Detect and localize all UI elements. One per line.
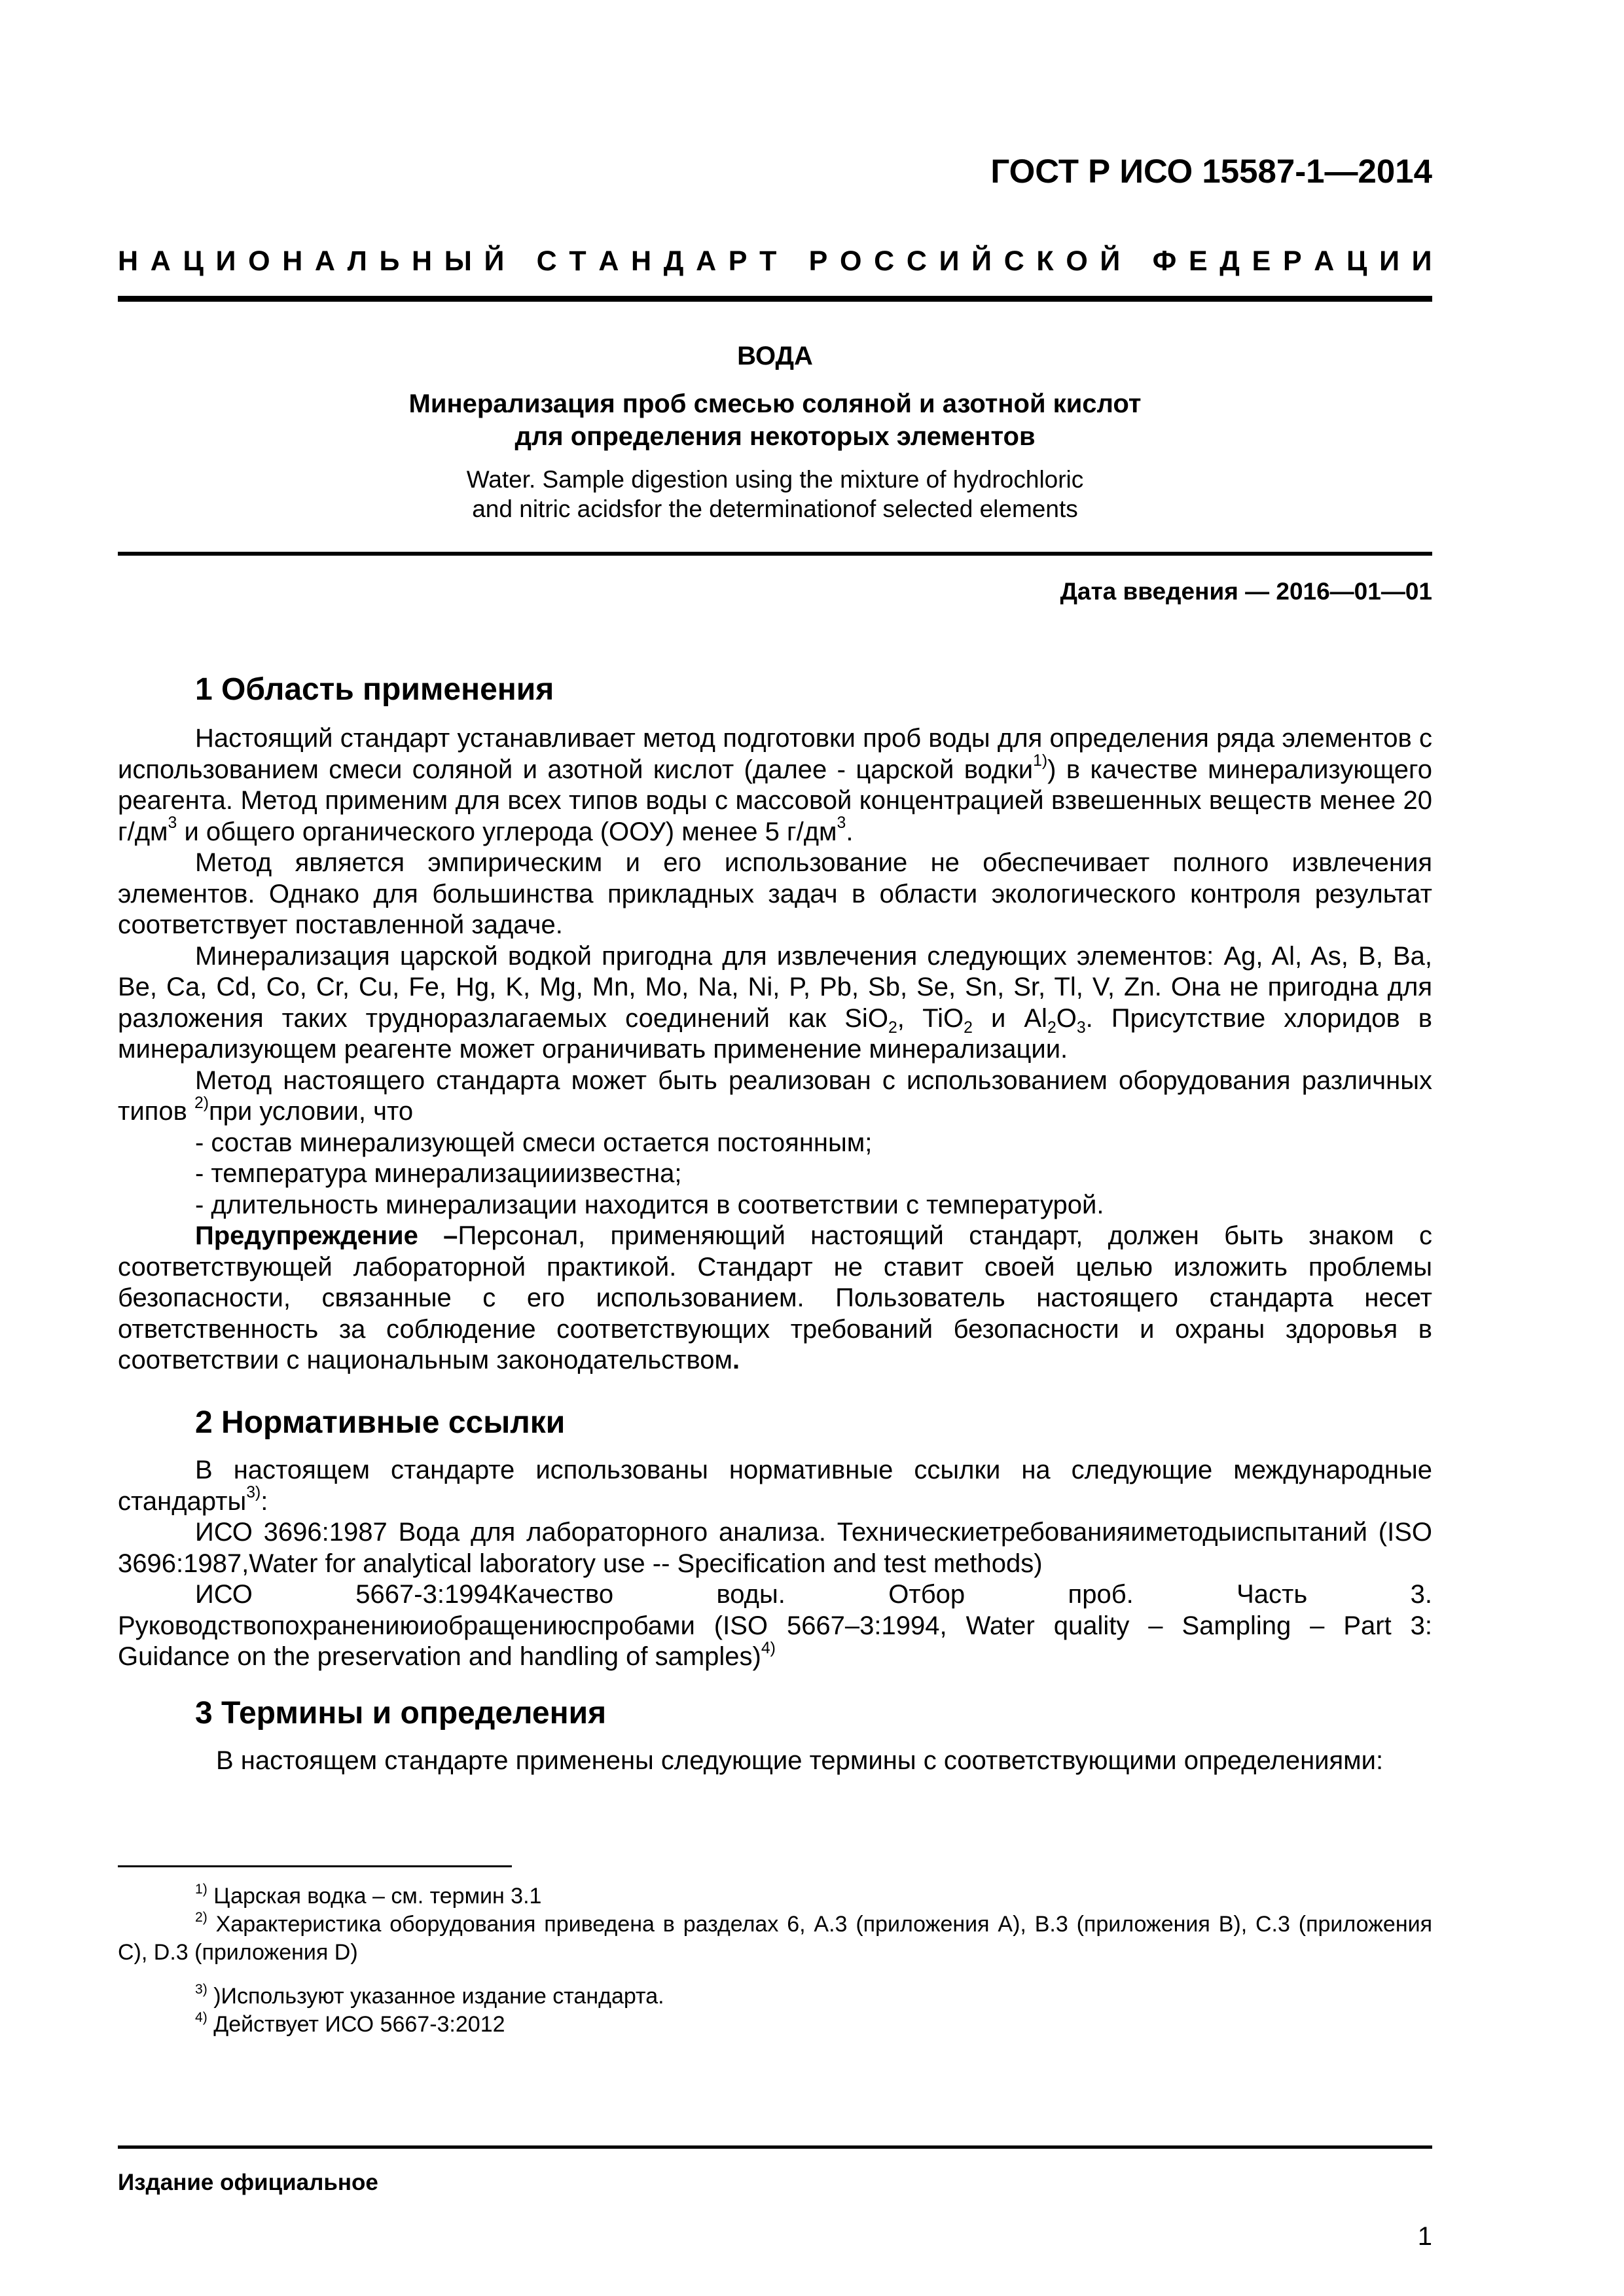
title-rule — [118, 552, 1432, 556]
section-3-paragraph: В настоящем стандарте применены следующие термины с соответствующими определениями: — [216, 1746, 1384, 1775]
footnote-ref: 4) — [761, 1639, 776, 1657]
title-english-line1: Water. Sample digestion using the mixture of hydrochloric — [466, 466, 1084, 493]
document-code: ГОСТ Р ИСО 15587-1—2014 — [990, 152, 1432, 190]
footnote: $^{4)}$ Действует ИСО 5667-3:2012 — [195, 2009, 505, 2037]
title-russian — [118, 387, 1432, 453]
title-english-line2: and nitric acidsfor the determinationof selected elements — [472, 495, 1078, 522]
title-main: ВОДА — [737, 342, 813, 370]
footnotes-group-1 — [118, 1882, 1432, 1967]
list-item: - состав минерализующей смеси остается постоянным; — [195, 1128, 873, 1157]
footnote-ref: 3) — [246, 1484, 261, 1502]
title-russian-line1: Минерализация проб смесью соляной и азотной кислот — [408, 389, 1142, 418]
section-2-heading: 2 Нормативные ссылки — [195, 1405, 566, 1440]
page-number: 1 — [1417, 2222, 1432, 2251]
footnote-separator — [118, 1865, 512, 1867]
list-item: - температура минерализацииизвестна; — [195, 1159, 682, 1188]
footer-rule — [118, 2145, 1432, 2149]
footnotes-group-2 — [118, 1982, 1432, 2039]
superscript: 3 — [837, 814, 846, 833]
section-1-paragraph: Метод настоящего стандарта может быть реализован с использованием оборудования различных типов $^{2)}$при условии, что — [118, 1066, 1432, 1126]
footnote: $^{1)}$ Царская водка – см. термин 3.1 — [195, 1881, 542, 1909]
section-1-body — [118, 723, 1432, 1376]
list-item: - длительность минерализации находится в соответствии с температурой. — [195, 1190, 1104, 1219]
section-3-body — [118, 1746, 1432, 1777]
section-2-paragraph: В настоящем стандарте использованы нормативные ссылки на следующие международные стандарты$^{3)}$: — [118, 1456, 1432, 1516]
title-english — [118, 465, 1432, 524]
warning-label: Предупреждение – — [195, 1221, 458, 1250]
footnote: $^{3)}$ )Используют указанное издание стандарта. — [195, 1981, 664, 2009]
national-standard-heading: Н А Ц И О Н А Л Ь Н Ы Й С Т А Н Д А Р Т Р О С С И Й С К О Й Ф Е Д Е Р А Ц И И — [118, 245, 1432, 277]
footnote: $^{2)}$ Характеристика оборудования приведена в разделах 6, А.3 (приложения А), В.3 (приложения В), С.3 (приложения С), D.3 (приложения D) — [118, 1909, 1432, 1965]
header-rule — [118, 296, 1432, 302]
footnote-ref: 2) — [194, 1094, 209, 1112]
section-1-paragraph: Настоящий стандарт устанавливает метод подготовки проб воды для определения ряда элементов с использованием смеси соляной и азотной кислот (далее - царской водки$^{1)}$) в качестве минерализующего реагента. Метод применим для всех типов воды с массовой концентрацией взвешенных веществ менее 20 $г/дм^3$ и общего органического углерода (ООУ) менее 5 $г/дм^3$. — [118, 724, 1432, 846]
section-3-heading: 3 Термины и определения — [195, 1696, 607, 1731]
introduction-date: Дата введения — 2016—01—01 — [1060, 578, 1432, 605]
section-1-paragraph: Минерализация царской водкой пригодна для извлечения следующих элементов: Ag, Al, As, B, Ba, Be, Ca, Cd, Co, Cr, Cu, Fe, Hg, K, Mg, Mn, Mo, Na, Ni, P, Pb, Sb, Se, Sn, Sr, Tl, V, Zn. Она не пригодна для разложения таких трудноразлагаемых соединений как SiO$_2$, TiO$_2$ и $Al_2O_3$. Присутствие хлоридов в минерализующем реагенте может ограничивать применение минерализации. — [118, 941, 1432, 1064]
superscript: 3 — [168, 814, 177, 833]
warning-paragraph: Предупреждение –Персонал, применяющий настоящий стандарт, должен быть знаком с соответствующей лабораторной практикой. Стандарт не ставит своей целью изложить проблемы безопасности, связанные с его использованием. Пользователь настоящего стандарта несет ответственность за соблюдение соответствующих требований безопасности и охраны здоровья в соответствии с национальным законодательством. — [118, 1221, 1432, 1374]
title-russian-line2: для определения некоторых элементов — [514, 422, 1036, 451]
reference-item: ИСО 5667-3:1994Качество воды. Отбор проб. Часть 3. Руководствопохранениюиобращениюспробами (ISO 5667–3:1994, Water quality – Sampling – Part 3: Guidance on the preservation and handling of samples)$^{4)}$ — [118, 1580, 1432, 1671]
section-2-body — [118, 1455, 1432, 1673]
section-1-paragraph: Метод является эмпирическим и его использование не обеспечивает полного извлечения элементов. Однако для большинства прикладных задач в области экологического контроля результат соответствует поставленной задаче. — [118, 848, 1432, 939]
reference-item: ИСО 3696:1987 Вода для лабораторного анализа. Техническиетребованияиметодыиспытаний (ISO 3696:1987,Water for analytical laboratory use -- Specification and test methods) — [118, 1518, 1432, 1578]
footnote-ref: 1) — [1033, 752, 1048, 770]
section-1-heading: 1 Область применения — [195, 672, 554, 707]
official-edition-label: Издание официальное — [118, 2170, 378, 2195]
